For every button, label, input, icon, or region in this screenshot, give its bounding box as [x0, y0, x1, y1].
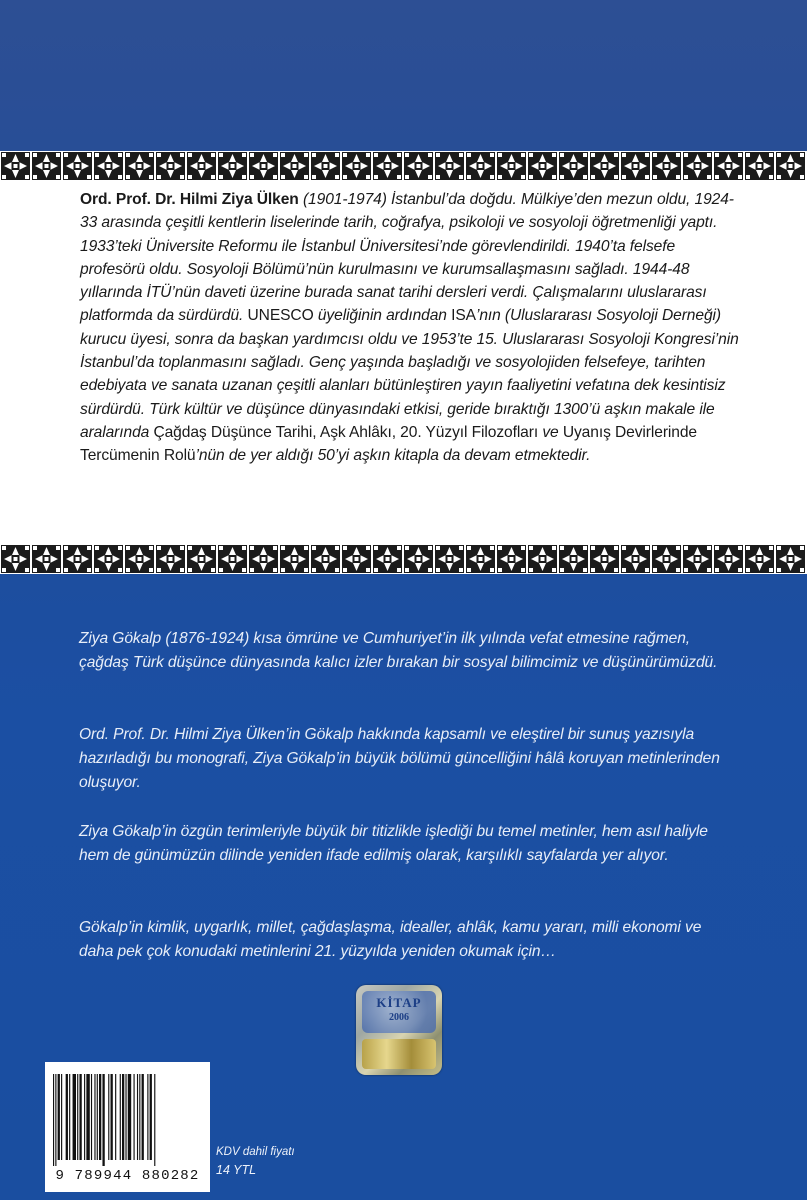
barcode-bar	[120, 1074, 121, 1160]
barcode-bar	[111, 1074, 113, 1160]
bottom-ornamental-border	[0, 544, 807, 574]
barcode-bar	[108, 1074, 109, 1160]
hologram-year: 2006	[389, 1012, 409, 1023]
book-title: Çağdaş Düşünce Tarihi, Aşk Ahlâkı, 20. Yüzyıl Filozofları	[153, 423, 539, 441]
barcode-number: 9 789944 880282	[55, 1168, 200, 1184]
hologram-word: KİTAP	[376, 995, 422, 1010]
barcode-bar	[73, 1074, 76, 1160]
barcode-bar	[69, 1074, 70, 1160]
barcode-bar	[139, 1074, 140, 1160]
barcode-bar	[142, 1074, 144, 1160]
barcode-bar	[99, 1074, 101, 1160]
bio-segment: UNESCO	[247, 307, 314, 325]
barcode-bar	[150, 1074, 152, 1160]
author-bio-panel	[0, 181, 807, 544]
kitap-hologram-sticker	[356, 985, 442, 1075]
ornament-pattern-icon	[0, 544, 807, 574]
barcode-bar	[128, 1074, 131, 1160]
barcode-bar	[77, 1074, 78, 1160]
barcode-bar	[53, 1074, 54, 1166]
price-label: KDV dahil fiyatı	[216, 1146, 295, 1158]
bio-segment: ’nın (Uluslararası Sosyoloji Derneği) kurucu üyesi, sonra da başkan yardımcısı oldu ve 1953’te 15. Uluslararası Sosyoloji Kongresi’nin İstanbul’da toplanmasını sağladı. Genç yaşında başladığı ve sosyolojiden felsefeye, tarihten edebiyata ve sanata uzanan çeşitli alanları bütünleştiren yayın faaliyetini vefatına dek kesintisiz sürdürdü. Türk kültür ve düşünce dünyasındaki etkisi, geride bıraktığı 1300’ü aşkın makale ile aralarında	[80, 307, 739, 441]
bio-segment: ’nün de yer aldığı 50’yi aşkın kitapla da devam etmektedir.	[195, 447, 591, 465]
barcode-bar	[91, 1074, 92, 1160]
barcode-bar	[55, 1074, 56, 1166]
barcode-bar	[79, 1074, 81, 1160]
bio-segment: üyeliğinin ardından	[313, 307, 452, 325]
barcode-bar	[102, 1074, 104, 1166]
book-title: Uyanış Devirlerinde Tercümenin Rolü	[80, 423, 697, 465]
blurb-paragraph: Ord. Prof. Dr. Hilmi Ziya Ülken’in Gökalp hakkında kapsamlı ve eleştirel bir sunuş yazısıyla hazırladığı bu monografi, Ziya Gökalp’in büyük bölümü güncelliğini hâlâ koruyan metinlerinden oluşuyor.	[79, 726, 720, 791]
author-name: Ord. Prof. Dr. Hilmi Ziya Ülken	[80, 191, 299, 208]
isbn-barcode	[45, 1062, 210, 1192]
ornament-pattern-icon	[0, 151, 807, 181]
top-ornamental-border	[0, 151, 807, 181]
barcode-bar	[115, 1074, 116, 1160]
barcode-bar	[61, 1074, 62, 1160]
barcode-bar	[147, 1074, 148, 1160]
barcode-bar	[58, 1074, 60, 1160]
price-value: 14 YTL	[216, 1163, 257, 1177]
barcode-bar	[122, 1074, 124, 1160]
bio-segment: (1901-1974) İstanbul’da doğdu. Mülkiye’den mezun oldu, 1924-33 arasında çeşitli kentlerin liselerinde tarih, coğrafya, psikoloji ve sosyoloji öğretmenliği yaptı. 1933’teki Üniversite Reformu ile İstanbul Üniversitesi’nde görevlendirildi. 1940’ta felsefe profesörü oldu. Sosyoloji Bölümü’nün kurulmasını ve kurumsallaşmasını sağladı. 1944-48 yıllarında İTÜ’nün daveti üzerine burada sanat tarihi dersleri verdi. Çalışmalarını uluslararası platformda da sürdürdü.	[80, 191, 734, 325]
blurb-paragraph: Ziya Gökalp (1876-1924) kısa ömrüne ve Cumhuriyet’in ilk yılında vefat etmesine rağmen, çağdaş Türk düşünce dünyasında kalıcı izler bırakan bir sosyal bilimcimiz ve düşünürümüzdü.	[79, 630, 718, 671]
blurb-paragraph: Ziya Gökalp’in özgün terimleriyle büyük bir titizlikle işlediği bu temel metinler, hem asıl haliyle hem de günümüzün dilinde yeniden ifade edilmiş olarak, karşılıklı sayfalarda yer alıyor.	[79, 823, 708, 864]
author-bio-text	[80, 188, 740, 468]
barcode-bar	[84, 1074, 85, 1160]
barcode-bar	[94, 1074, 95, 1160]
blurb-paragraph: Gökalp’in kimlik, uygarlık, millet, çağdaşlaşma, idealler, ahlâk, kamu yararı, milli ekonomi ve daha pek çok konudaki metinlerini 21. yüzyılda yeniden okumak için…	[79, 919, 702, 960]
barcode-bar	[86, 1074, 89, 1160]
hologram-foil	[362, 1039, 436, 1069]
barcode-bar	[97, 1074, 98, 1160]
barcode-bar	[137, 1074, 138, 1160]
barcode-bar	[66, 1074, 68, 1160]
barcode-bar	[125, 1074, 126, 1160]
barcode-icon	[53, 1074, 202, 1166]
bio-segment: ISA	[451, 307, 476, 325]
barcode-bar	[154, 1074, 155, 1166]
barcode-bar	[134, 1074, 135, 1160]
bio-segment: ve	[538, 423, 563, 441]
